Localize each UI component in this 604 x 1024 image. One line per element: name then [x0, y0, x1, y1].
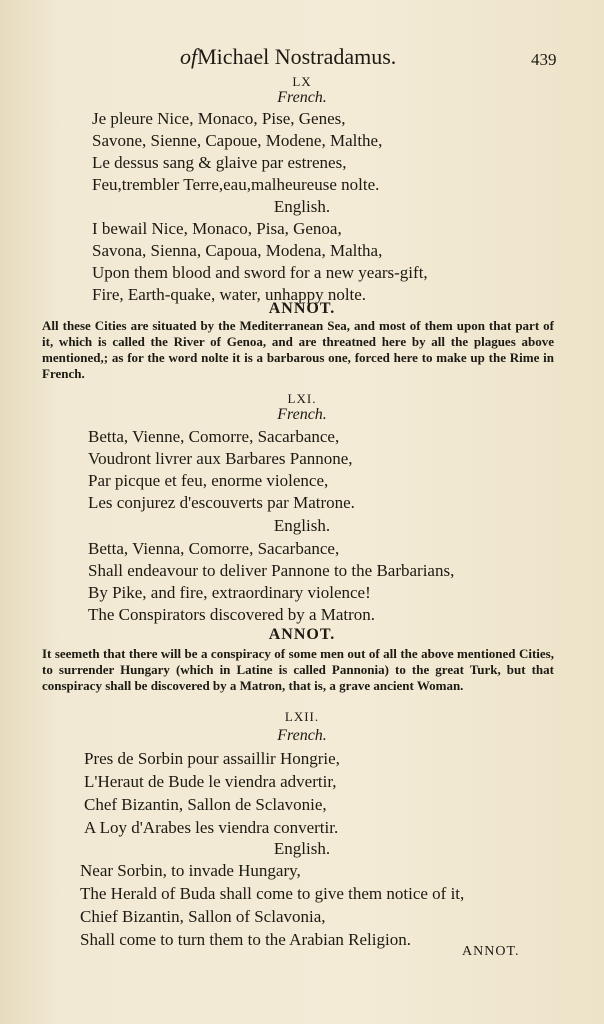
annot-heading: ANNOT.: [268, 626, 336, 643]
quatrain-number: LXII.: [284, 709, 320, 724]
running-title-name: Michael Nostradamus.: [197, 44, 397, 69]
verse-line: I bewail Nice, Monaco, Pisa, Genoa,: [92, 219, 342, 238]
verse-line: The Conspirators discovered by a Matron.: [88, 605, 376, 624]
quatrain-number: LX: [292, 74, 312, 89]
french-label: French.: [277, 727, 327, 744]
verse-line: Feu,trembler Terre,eau,malheureuse nolte.: [92, 175, 380, 194]
verse-line: A Loy d'Arabes les viendra convertir.: [84, 818, 339, 837]
french-label: French.: [277, 89, 327, 106]
verse-line: Near Sorbin, to invade Hungary,: [80, 861, 301, 880]
verse-line: Shall come to turn them to the Arabian Religion.: [80, 930, 411, 949]
catchword: ANNOT.: [462, 944, 520, 959]
verse-line: Savone, Sienne, Capoue, Modene, Malthe,: [92, 131, 383, 150]
annotation-text: All these Cities are situated by the Mediterranean Sea, and most of them upon that part of it, which is called the River of Genoa, and are threatned here by all the plagues above mentioned,; as for the word nolte it is a barbarous one, forced here to make up the Rime in French.: [42, 318, 554, 381]
verse-line: Chef Bizantin, Sallon de Sclavonie,: [84, 795, 327, 814]
annot-heading: ANNOT.: [268, 300, 336, 317]
verse-line: The Herald of Buda shall come to give them notice of it,: [80, 884, 465, 903]
english-label: English.: [273, 197, 331, 216]
verse-line: Voudront livrer aux Barbares Pannone,: [88, 449, 353, 468]
verse-line: Le dessus sang & glaive par estrenes,: [92, 153, 347, 172]
verse-line: Fire, Earth-quake, water, unhappy nolte.: [92, 285, 367, 304]
verse-line: Par picque et feu, enorme violence,: [88, 471, 329, 490]
verse-line: Je pleure Nice, Monaco, Pise, Genes,: [92, 109, 346, 128]
annotation-text: It seemeth that there will be a conspiracy of some men out of all the above mentioned Cities, to surrender Hungary (which in Latine is called Pannonia) to the great Turk, but that conspiracy shall be discovered by a Matron, that is, a grave ancient Woman.: [42, 646, 554, 693]
verse-line: Upon them blood and sword for a new years-gift,: [92, 263, 428, 282]
verse-line: By Pike, and fire, extraordinary violence!: [88, 583, 371, 602]
verse-line: L'Heraut de Bude le viendra advertir,: [84, 772, 337, 791]
verse-line: Les conjurez d'escouverts par Matrone.: [88, 493, 355, 512]
quatrain-number: LXI.: [287, 391, 317, 406]
running-title: [180, 44, 396, 70]
english-label: English.: [273, 516, 331, 535]
running-title-of: of: [180, 44, 198, 69]
verse-line: Savona, Sienna, Capoua, Modena, Maltha,: [92, 241, 383, 260]
verse-line: Betta, Vienna, Comorre, Sacarbance,: [88, 539, 340, 558]
verse-line: Chief Bizantin, Sallon of Sclavonia,: [80, 907, 326, 926]
page-header: [0, 44, 604, 74]
page-number: 439: [531, 50, 557, 69]
verse-line: Betta, Vienne, Comorre, Sacarbance,: [88, 427, 340, 446]
verse-line: Pres de Sorbin pour assaillir Hongrie,: [84, 749, 340, 768]
english-label: English.: [273, 839, 331, 858]
verse-line: Shall endeavour to deliver Pannone to the Barbarians,: [88, 561, 455, 580]
french-label: French.: [277, 406, 327, 423]
